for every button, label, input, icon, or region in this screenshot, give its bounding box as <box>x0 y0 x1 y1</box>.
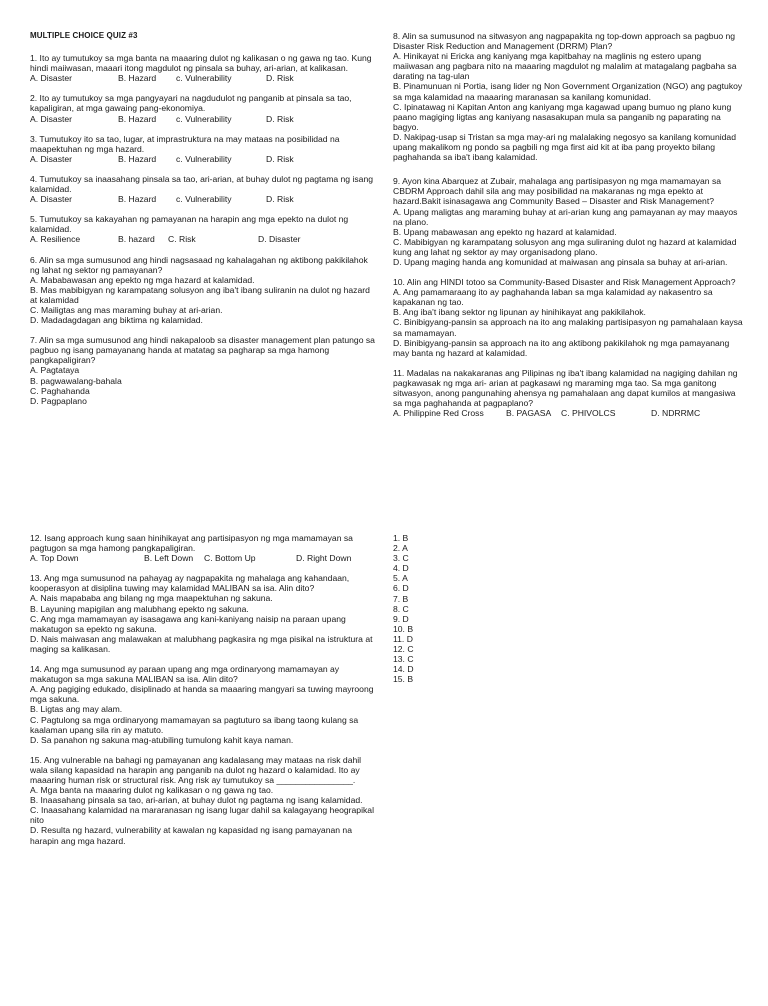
option-c: C. PHIVOLCS <box>561 408 616 419</box>
option-b: B. PAGASA <box>506 408 552 419</box>
answer-item: 14. D <box>393 664 414 675</box>
question-3 <box>30 134 375 164</box>
answer-item: 12. C <box>393 644 414 655</box>
option-d: D. Risk <box>266 153 294 164</box>
option-c: C. Mailigtas ang mas maraming buhay at ari-arian. <box>30 304 223 315</box>
option-b: B. Hazard <box>118 73 157 84</box>
option-a: A. Philippine Red Cross <box>393 408 484 419</box>
option-b: B. Pinamunuan ni Portia, isang lider ng Non Government Organization (NGO) ang pagtukoy sa mga kalamidad na maaaring maranasan sa kanilang komunidad. <box>393 81 743 102</box>
question-stem: 8. Alin sa sumusunod na sitwasyon ang nagpapakita ng top-down approach sa pagbuo ng Disaster Risk Reduction and Management (DRRM) Plan? <box>393 31 736 52</box>
option-c: C. Risk <box>168 234 196 245</box>
answer-item: 15. B <box>393 674 414 685</box>
question-stem: 12. Isang approach kung saan hinihikayat ang partisipasyon ng mga mamamayan sa pagtugon sa mga hamong pangkapaligiran. <box>30 533 353 554</box>
answer-item: 9. D <box>393 613 409 624</box>
answer-item: 6. D <box>393 583 409 594</box>
option-c: C. Paghahanda <box>30 385 90 396</box>
answer-item: 1. B <box>393 533 409 543</box>
option-d: D. Nais maiwasan ang malawakan at malubhang pagkasira ng mga pisikal na istruktura at maging sa kalikasan. <box>30 633 373 654</box>
option-b: B. hazard <box>118 234 155 245</box>
option-a: A. Ang pamamaraang ito ay paghahanda laban sa mga kalamidad ay nakasentro sa kapakanan ng tao. <box>393 287 713 308</box>
answer-item: 5. A <box>393 573 408 584</box>
option-a: A. Disaster <box>30 113 73 124</box>
option-c: C. Inaasahang kalamidad na mararanasan ng isang lugar dahil sa kalagayang heograpikal nito <box>30 805 374 826</box>
option-d: D. Upang maging handa ang komunidad at maiwasan ang pinsala sa buhay at ari-arian. <box>393 256 728 267</box>
option-a: A. Resilience <box>30 234 81 245</box>
question-2 <box>30 93 375 123</box>
option-c: C. Ang mga mamamayan ay isasagawa ang kani-kaniyang naisip na paraan upang makatugon sa epekto ng sakuna. <box>30 613 346 634</box>
option-c: C. Bottom Up <box>204 553 256 564</box>
quiz-title: MULTIPLE CHOICE QUIZ #3 <box>30 31 138 40</box>
option-b: B. Upang mabawasan ang epekto ng hazard at kalamidad. <box>393 226 617 237</box>
option-d: D. Risk <box>266 194 294 205</box>
question-14 <box>30 664 375 745</box>
option-c: c. Vulnerability <box>176 113 232 124</box>
answer-item: 2. A <box>393 543 408 554</box>
question-5 <box>30 214 375 244</box>
option-d: D. Risk <box>266 113 294 124</box>
option-a: A. Ang pagiging edukado, disiplinado at handa sa maaaring mangyari sa tuwing mayroong mga sakuna. <box>30 684 374 705</box>
option-c: C. Binibigyang-pansin sa approach na ito ang malaking partisipasyon ng pamahalaan kaysa sa mamamayan. <box>393 317 743 338</box>
question-13 <box>30 573 375 654</box>
question-11 <box>393 368 743 418</box>
left-column-bottom <box>30 533 375 856</box>
option-d: D. Disaster <box>258 234 301 245</box>
option-a: A. Disaster <box>30 153 73 164</box>
option-a: A. Top Down <box>30 553 79 564</box>
question-stem: 1. Ito ay tumutukoy sa mga banta na maaaring dulot ng kalikasan o ng gawa ng tao. Kung hindi maiiwasan, maaari itong magdulot ng pinsala sa buhay, ari-arian, at kalikasan. <box>30 53 372 74</box>
question-6 <box>30 255 375 326</box>
option-d: D. Sa panahon ng sakuna mag-atubiling tumulong kahit kaya naman. <box>30 734 294 745</box>
option-d: D. Madadagdagan ang biktima ng kalamidad. <box>30 315 203 326</box>
question-stem: 7. Alin sa mga sumusunod ang hindi nakapaloob sa disaster management plan patungo sa pagbuo ng isang pamayanang handa at matatag sa pagharap sa mga hamong pangkapaligiran? <box>30 335 375 366</box>
option-c: C. Ipinatawag ni Kapitan Anton ang kaniyang mga kagawad upang bumuo ng plano kung paano magiging ligtas ang kaniyang nasasakupan mula sa panganib ng paparating na bagyo. <box>393 101 732 132</box>
option-b: B. Layuning mapigilan ang malubhang epekto ng sakuna. <box>30 603 249 614</box>
question-stem: 15. Ang vulnerable na bahagi ng pamayanan ang kadalasang may mataas na risk dahil wala silang kapasidad na harapin ang panganib na dulot ng hazard o kalamidad. Ito ay maaaring human risk or structural risk. Ang risk ay tumutukoy sa ________________. <box>30 754 362 785</box>
left-column-top <box>30 31 375 416</box>
question-9 <box>393 176 743 267</box>
question-4 <box>30 174 375 204</box>
option-a: A. Nais mapababa ang bilang ng mga maapektuhan ng sakuna. <box>30 593 273 604</box>
option-d: D. Nakipag-usap si Tristan sa mga may-ari ng malalaking negosyo sa kanilang komunidad upang makalikom ng pondo sa pagbili ng mga first aid kit at iba pang proyekto bilang paghahanda sa iba't ibang kalamidad. <box>393 131 736 163</box>
option-b: B. Hazard <box>118 113 157 124</box>
answer-item: 10. B <box>393 623 414 634</box>
option-b: B. Ligtas ang may alam. <box>30 704 123 715</box>
answer-item: 4. D <box>393 563 409 574</box>
option-d: D. Binibigyang-pansin sa approach na ito ang aktibong pakikilahok ng mga pamayanang may banta ng hazard at kalamidad. <box>393 337 730 358</box>
option-c: c. Vulnerability <box>176 73 232 84</box>
option-a: A. Upang maligtas ang maraming buhay at ari-arian kung ang pamayanan ay may maayos na plano. <box>393 206 738 227</box>
question-7 <box>30 335 375 406</box>
question-stem: 5. Tumutukoy sa kakayahan ng pamayanan na harapin ang mga epekto na dulot ng kalamidad. <box>30 214 349 235</box>
option-d: D. Resulta ng hazard, vulnerability at kawalan ng kapasidad ng isang pamayanan na harapin ang mga hazard. <box>30 825 352 846</box>
question-stem: 14. Ang mga sumusunod ay paraan upang ang mga ordinaryong mamamayan ay makatugon sa mga sakuna MALIBAN sa isa. Alin dito? <box>30 664 340 685</box>
option-c: C. Pagtulong sa mga ordinaryong mamamayan sa pagtuturo sa ibang taong kulang sa kaalaman upang sila rin ay matuto. <box>30 714 359 735</box>
answer-key <box>393 533 473 684</box>
option-b: B. pagwawalang-bahala <box>30 375 122 386</box>
option-a: A. Mababawasan ang epekto ng mga hazard at kalamidad. <box>30 274 255 285</box>
right-column-top <box>393 31 743 428</box>
option-d: D. Right Down <box>296 553 352 564</box>
answer-item: 8. C <box>393 603 409 614</box>
question-stem: 2. Ito ay tumutukoy sa mga pangyayari na nagdudulot ng panganib at pinsala sa tao, kapaligiran, at mga gawaing pang-ekonomiya. <box>30 93 352 114</box>
option-b: B. Mas mabibigyan ng karampatang solusyon ang iba't ibang suliranin na dulot ng hazard at kalamidad <box>30 284 370 305</box>
option-d: D. Risk <box>266 73 294 84</box>
option-c: c. Vulnerability <box>176 153 232 164</box>
answer-item: 11. D <box>393 633 413 644</box>
question-stem: 9. Ayon kina Abarquez at Zubair, mahalaga ang partisipasyon ng mga mamamayan sa CBDRM Approach dahil sila ang may posibilidad na makaranas ng mga epekto at hazard.Bakit isinasagawa ang Community Based – Disaster and Risk Management? <box>393 176 722 207</box>
option-a: A. Mga banta na maaaring dulot ng kalikasan o ng gawa ng tao. <box>30 785 274 796</box>
answer-item: 3. C <box>393 553 409 564</box>
option-b: B. Left Down <box>144 553 194 564</box>
answer-item: 13. C <box>393 654 414 665</box>
question-stem: 13. Ang mga sumusunod na pahayag ay nagpapakita ng mahalaga ang kahandaan, kooperasyon at disiplina tuwing may kalamidad MALIBAN sa isa. Alin dito? <box>30 573 350 594</box>
option-c: c. Vulnerability <box>176 194 232 205</box>
option-b: B. Inaasahang pinsala sa tao, ari-arian, at buhay dulot ng pagtama ng isang kalamidad. <box>30 795 363 806</box>
option-b: B. Hazard <box>118 194 157 205</box>
question-stem: 10. Alin ang HINDI totoo sa Community-Based Disaster and Risk Management Approach? <box>393 277 736 288</box>
option-b: B. Ang iba't ibang sektor ng lipunan ay hinihikayat ang pakikilahok. <box>393 307 646 318</box>
option-a: A. Pagtataya <box>30 365 80 376</box>
question-12 <box>30 533 375 563</box>
option-c: C. Mabibigyan ng karampatang solusyon ang mga suliraning dulot ng hazard at kalamidad kung ang lahat ng sektor ay may organisadong plano. <box>393 236 737 257</box>
option-a: A. Hinikayat ni Ericka ang kaniyang mga kapitbahay na maglinis ng estero upang maiiwasan ang pagbara nito na maaaring magdulot ng malalim at matagalang pagbaha sa darating na tag-ulan <box>393 51 737 82</box>
question-10 <box>393 277 743 358</box>
option-d: D. NDRRMC <box>651 408 701 419</box>
answer-item: 7. B <box>393 593 409 604</box>
question-stem: 6. Alin sa mga sumusunod ang hindi nagsasaad ng kahalagahan ng aktibong pakikilahok ng lahat ng sektor ng pamayanan? <box>30 254 368 275</box>
question-stem: 4. Tumutukoy sa inaasahang pinsala sa tao, ari-arian, at buhay dulot ng pagtama ng isang kalamidad. <box>30 173 374 195</box>
option-b: B. Hazard <box>118 153 157 164</box>
question-8 <box>393 31 743 162</box>
question-stem: 11. Madalas na nakakaranas ang Pilipinas ng iba't ibang kalamidad na nagiging dahilan ng pagkawasak ng mga ari- arian at pagkasawi ng maraming mga tao. Sa mga ganitong sitwasyon, anong pangunahing ahensya ng pamahalaan ang dapat kumilos at mangasiwa sa mga paghahanda at pagpaplano? <box>393 367 738 409</box>
option-a: A. Disaster <box>30 73 73 84</box>
option-d: D. Pagpaplano <box>30 395 87 406</box>
question-stem: 3. Tumutukoy ito sa tao, lugar, at imprastruktura na may mataas na posibilidad na maapektuhan ng mga hazard. <box>30 133 340 154</box>
question-15 <box>30 755 375 846</box>
question-1 <box>30 53 375 83</box>
option-a: A. Disaster <box>30 194 73 205</box>
